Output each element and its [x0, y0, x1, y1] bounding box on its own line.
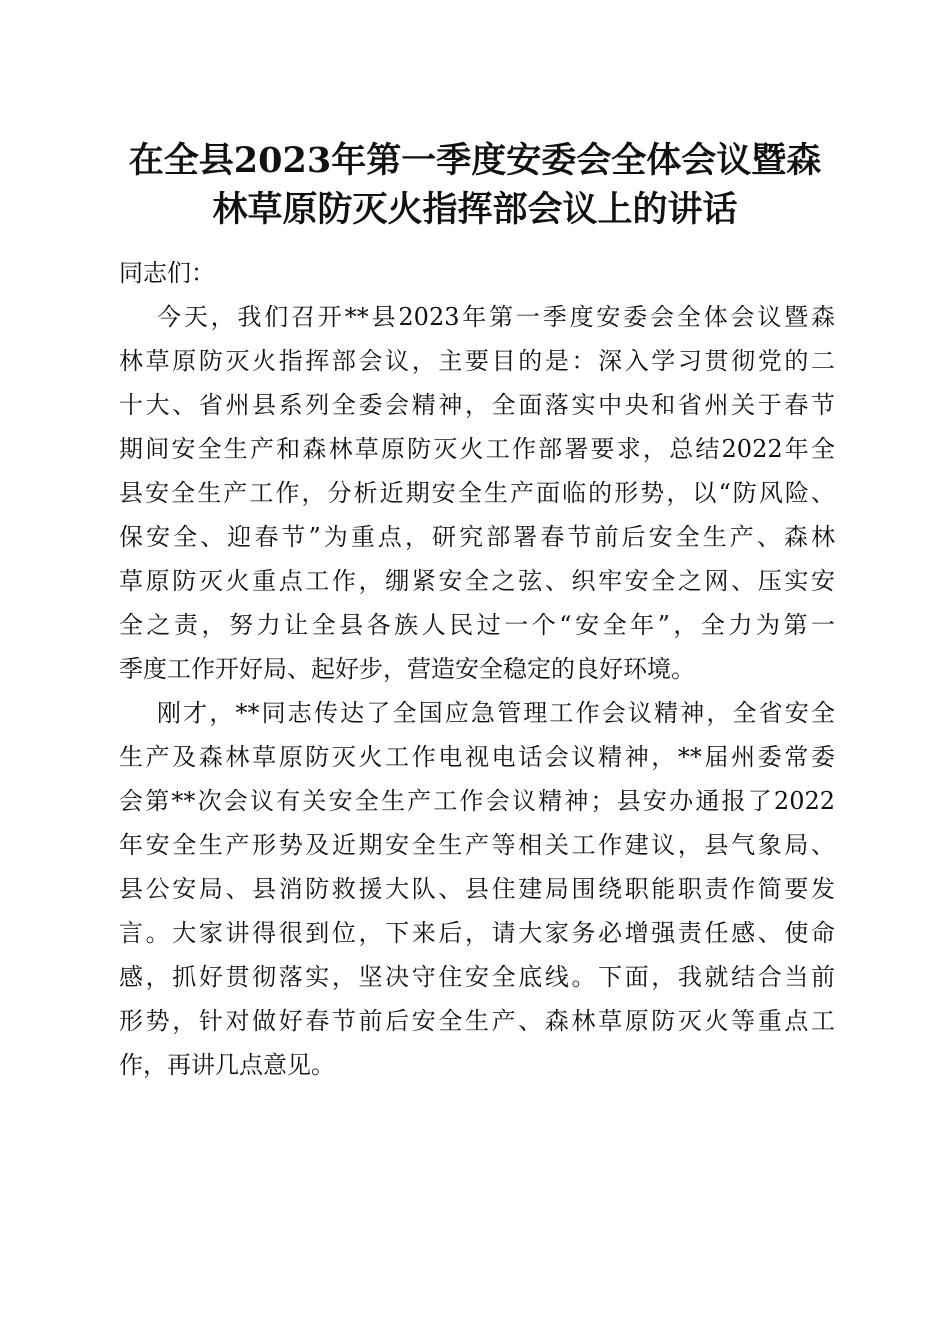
paragraph-line: 作，再讲几点意见。 [119, 1051, 335, 1079]
paragraph-2 [119, 691, 835, 1087]
document-title [110, 136, 840, 234]
title-line-2: 林草原防灭火指挥部会议上的讲话 [212, 189, 738, 230]
paragraph-1 [119, 295, 835, 691]
paragraph-line: 言。大家讲得很到位，下来后，请大家务必增强责任感、使命 [119, 919, 835, 947]
paragraph-line: 年安全生产形势及近期安全生产等相关工作建议，县气象局、 [119, 831, 835, 859]
paragraph-line: 十大、省州县系列全委会精神，全面落实中央和省州关于春节 [119, 391, 835, 419]
paragraph-line: 草原防灭火重点工作，绷紧安全之弦、织牢安全之网、压实安 [119, 567, 835, 595]
salutation: 同志们： [119, 259, 215, 287]
document-body [119, 251, 835, 1087]
paragraph-line: 季度工作开好局、起好步，营造安全稳定的良好环境。 [119, 655, 695, 683]
paragraph-line: 会第**次会议有关安全生产工作会议精神；县安办通报了2022 [119, 787, 835, 815]
paragraph-line: 期间安全生产和森林草原防灭火工作部署要求，总结2022年全 [119, 435, 835, 463]
paragraph-line: 感，抓好贯彻落实，坚决守住安全底线。下面，我就结合当前 [119, 963, 835, 991]
paragraph-line: 刚才，**同志传达了全国应急管理工作会议精神，全省安全 [157, 699, 835, 727]
paragraph-line: 全之责，努力让全县各族人民过一个“安全年”，全力为第一 [119, 611, 835, 639]
paragraph-line: 林草原防灭火指挥部会议，主要目的是：深入学习贯彻党的二 [119, 347, 835, 375]
paragraph-line: 今天，我们召开**县2023年第一季度安委会全体会议暨森 [157, 303, 835, 331]
title-line-1: 在全县2023年第一季度安委会全体会议暨森 [128, 140, 822, 181]
paragraph-line: 生产及森林草原防灭火工作电视电话会议精神，**届州委常委 [119, 743, 835, 771]
paragraph-line: 形势，针对做好春节前后安全生产、森林草原防灭火等重点工 [119, 1007, 835, 1035]
paragraph-line: 县安全生产工作，分析近期安全生产面临的形势，以“防风险、 [119, 479, 835, 507]
paragraph-line: 县公安局、县消防救援大队、县住建局围绕职能职责作简要发 [119, 875, 835, 903]
paragraph-line: 保安全、迎春节”为重点，研究部署春节前后安全生产、森林 [119, 523, 835, 551]
